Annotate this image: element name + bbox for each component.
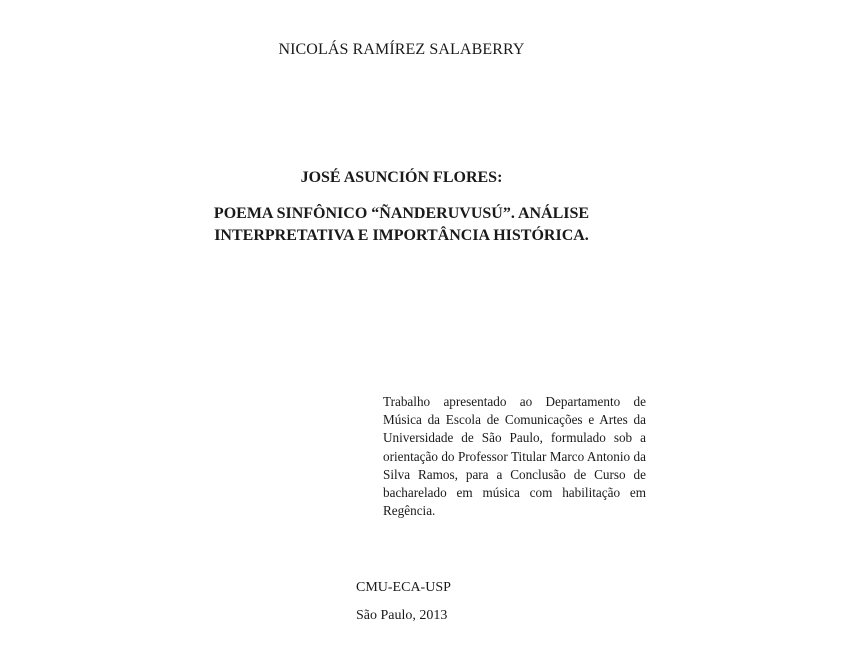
author-name: NICOLÁS RAMÍREZ SALABERRY xyxy=(278,41,525,58)
title-line-3: INTERPRETATIVA E IMPORTÂNCIA HISTÓRICA. xyxy=(214,227,589,244)
title-line-1: JOSÉ ASUNCIÓN FLORES: xyxy=(300,169,503,186)
abstract-paragraph: Trabalho apresentado ao Departamento de Música da Escola de Comunicações e Artes da Universidade de São Paulo, formulado sob a orientação do Professor Titular Marco Antonio da Silva Ramos, para a Conclusão de Curso de bacharelado em música com habilitação em Regência. xyxy=(383,394,646,519)
place-date: São Paulo, 2013 xyxy=(356,608,448,623)
thesis-title xyxy=(0,167,803,247)
title-line-2: POEMA SINFÔNICO “ÑANDERUVUSÚ”. ANÁLISE xyxy=(213,205,590,222)
institution: CMU-ECA-USP xyxy=(356,580,451,595)
